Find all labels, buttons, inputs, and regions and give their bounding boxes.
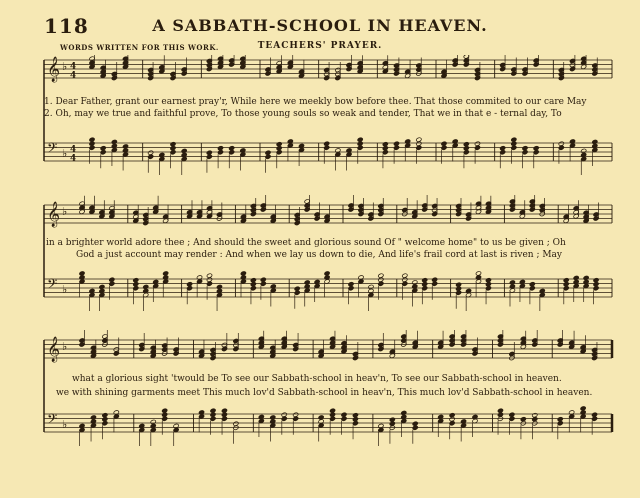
note-head bbox=[580, 406, 586, 411]
note-head bbox=[79, 271, 85, 276]
flat-icon: ♭ bbox=[62, 60, 68, 73]
treble-staff bbox=[44, 195, 612, 227]
note-head bbox=[533, 146, 539, 151]
note-head bbox=[393, 141, 399, 146]
note-head bbox=[206, 273, 212, 278]
note-head bbox=[109, 277, 115, 282]
note-head bbox=[240, 271, 246, 276]
note-head bbox=[449, 413, 455, 418]
note-head bbox=[181, 148, 187, 153]
note-head bbox=[412, 280, 418, 285]
note-head bbox=[265, 150, 271, 155]
note-head bbox=[304, 280, 310, 285]
note-head bbox=[250, 278, 256, 283]
time-signature: 4 bbox=[70, 145, 77, 155]
note-head bbox=[187, 282, 193, 287]
note-head bbox=[441, 141, 447, 146]
note-head bbox=[557, 417, 563, 422]
note-head bbox=[270, 415, 276, 420]
treble-clef-icon: 𝄞 bbox=[47, 57, 61, 82]
treble-clef-icon: 𝄞 bbox=[47, 337, 61, 362]
note-head bbox=[150, 419, 156, 424]
note-head bbox=[357, 137, 363, 142]
note-head bbox=[558, 141, 564, 146]
system-1-lyric-verse-2: 2. Oh, may we true and faithful prove, To those young souls so weak and tender, That we in that e - ternal day, To bbox=[44, 109, 562, 119]
note-head bbox=[592, 139, 598, 144]
treble-clef-icon: 𝄞 bbox=[47, 202, 61, 227]
note-head bbox=[90, 415, 96, 420]
note-head bbox=[122, 144, 128, 149]
note-head bbox=[233, 421, 239, 426]
note-head bbox=[511, 137, 517, 142]
note-head bbox=[378, 273, 384, 278]
note-head bbox=[318, 415, 324, 420]
bass-clef-icon: 𝄢 bbox=[47, 411, 58, 430]
note-head bbox=[474, 141, 480, 146]
note-head bbox=[368, 284, 374, 289]
note-head bbox=[422, 278, 428, 283]
note-head bbox=[497, 408, 503, 413]
note-head bbox=[324, 271, 330, 276]
note-head bbox=[401, 410, 407, 415]
note-head bbox=[348, 282, 354, 287]
bass-staff bbox=[44, 406, 612, 446]
flat-icon: ♭ bbox=[62, 147, 68, 160]
note-head bbox=[293, 412, 299, 417]
bass-clef-icon: 𝄢 bbox=[47, 276, 58, 295]
note-head bbox=[412, 421, 418, 426]
note-head bbox=[475, 271, 481, 276]
note-head bbox=[281, 412, 287, 417]
note-head bbox=[210, 408, 216, 413]
system-3-lyric-verse-2: we with shining garments meet This much lov'd Sabbath-school in heav'n, This much lov'd Sabbath-school in heaven. bbox=[56, 388, 593, 398]
page-title: A SABBATH-SCHOOL IN HEAVEN. bbox=[152, 16, 488, 35]
note-head bbox=[529, 282, 535, 287]
note-head bbox=[341, 412, 347, 417]
note-head bbox=[573, 275, 579, 280]
note-head bbox=[294, 286, 300, 291]
treble-staff bbox=[44, 55, 612, 82]
note-head bbox=[163, 271, 169, 276]
note-head bbox=[329, 408, 335, 413]
page-number: 118 bbox=[44, 14, 89, 38]
time-signature: 4 bbox=[70, 154, 77, 164]
note-head bbox=[485, 278, 491, 283]
system-2-lyric-verse-2: God a just account may render : And when we lay us down to die, And life's frail cord at last is riven ; May bbox=[76, 250, 563, 260]
bass-staff bbox=[44, 271, 612, 311]
note-head bbox=[593, 278, 599, 283]
note-head bbox=[111, 139, 117, 144]
note-head bbox=[206, 150, 212, 155]
note-head bbox=[229, 146, 235, 151]
note-head bbox=[532, 413, 538, 418]
time-signature: 4 bbox=[70, 71, 77, 81]
note-head bbox=[276, 142, 282, 147]
note-head bbox=[389, 417, 395, 422]
note-head bbox=[217, 146, 223, 151]
note-head bbox=[456, 282, 462, 287]
note-head bbox=[463, 142, 469, 147]
note-head bbox=[89, 137, 95, 142]
system-1-lyric-verse-1: 1. Dear Father, grant our earnest pray'r, While here we meekly bow before thee. That those commited to our care May bbox=[44, 97, 587, 107]
bass-staff bbox=[44, 137, 612, 175]
system-2-lyric-verse-1: in a brighter world adore thee ; And should the sweet and glorious sound Of " welcome home" to us be given ; Oh bbox=[46, 238, 566, 248]
note-head bbox=[382, 142, 388, 147]
note-head bbox=[563, 278, 569, 283]
flat-icon: ♭ bbox=[62, 205, 68, 218]
time-signature: 4 bbox=[70, 62, 77, 72]
system-3-lyric-verse-1: what a glorious sight 'twould be To see our Sabbath-school in heav'n, To see our Sabbath-school in heaven. bbox=[72, 374, 562, 384]
words-credit: WORDS WRITTEN FOR THIS WORK. bbox=[60, 43, 219, 52]
hymn-title: TEACHERS' PRAYER. bbox=[257, 41, 383, 51]
note-head bbox=[352, 413, 358, 418]
note-head bbox=[162, 408, 168, 413]
flat-icon: ♭ bbox=[62, 418, 68, 431]
note-head bbox=[402, 273, 408, 278]
note-head bbox=[432, 277, 438, 282]
note-head bbox=[581, 148, 587, 153]
note-head bbox=[324, 141, 330, 146]
note-head bbox=[143, 284, 149, 289]
note-head bbox=[509, 412, 515, 417]
note-head bbox=[216, 284, 222, 289]
note-head bbox=[509, 280, 515, 285]
note-head bbox=[591, 412, 597, 417]
note-head bbox=[100, 146, 106, 151]
note-head bbox=[260, 277, 266, 282]
note-head bbox=[170, 142, 176, 147]
flat-icon: ♭ bbox=[62, 340, 68, 353]
note-head bbox=[221, 408, 227, 413]
note-head bbox=[522, 146, 528, 151]
note-head bbox=[416, 137, 422, 142]
note-head bbox=[500, 146, 506, 151]
note-head bbox=[520, 417, 526, 422]
note-head bbox=[99, 284, 105, 289]
flat-icon: ♭ bbox=[62, 283, 68, 296]
note-head bbox=[148, 150, 154, 155]
note-head bbox=[583, 275, 589, 280]
note-head bbox=[133, 278, 139, 283]
note-head bbox=[102, 413, 108, 418]
treble-staff bbox=[44, 330, 612, 362]
bass-clef-icon: 𝄢 bbox=[47, 140, 58, 159]
